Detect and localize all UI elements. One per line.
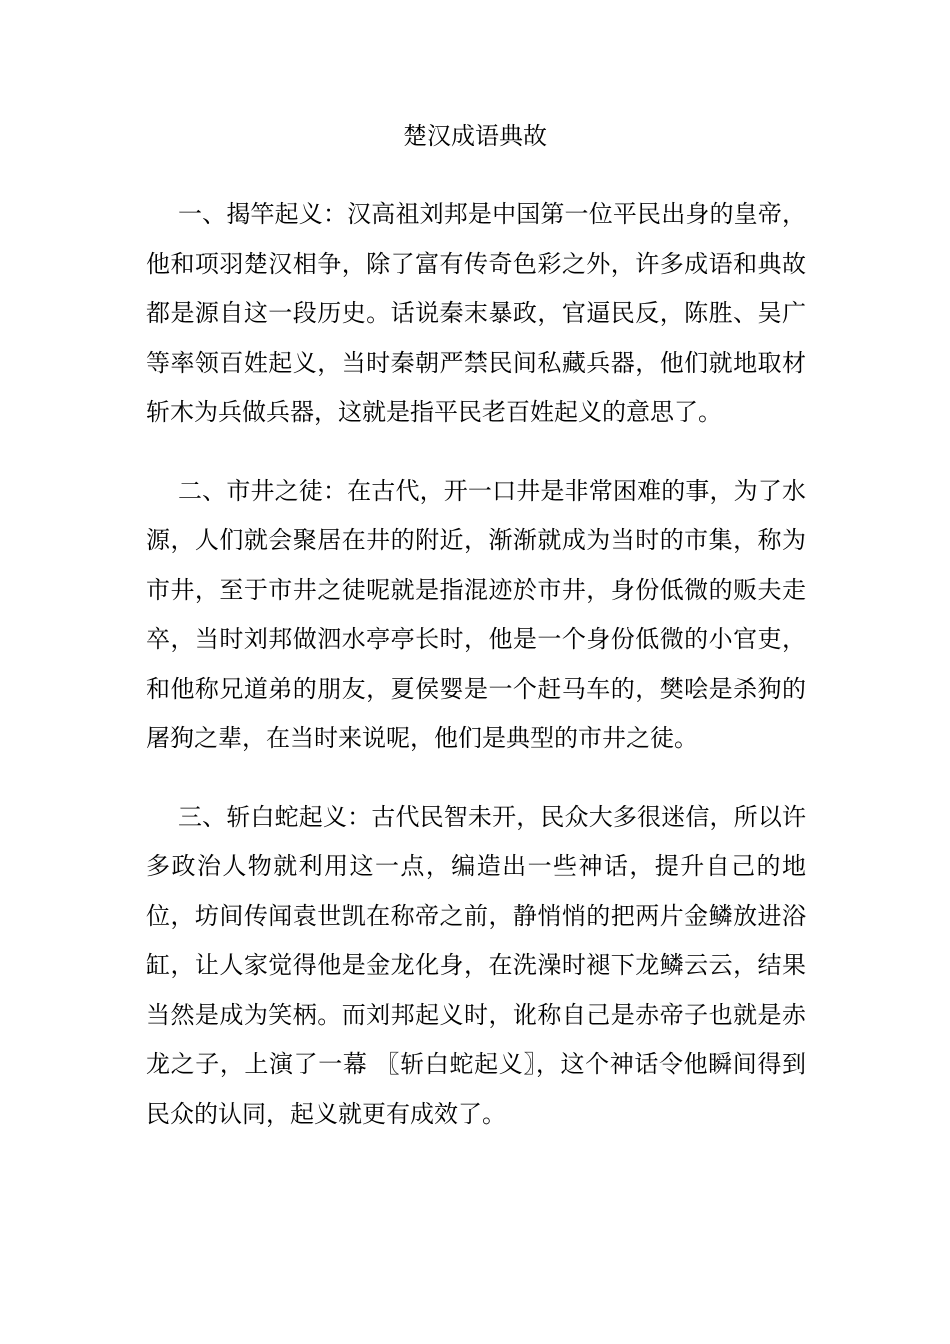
paragraph-1: 一、揭竿起义：汉高祖刘邦是中国第一位平民出身的皇帝，他和项羽楚汉相争，除了富有传奇色彩之外，许多成语和典故都是源自这一段历史。话说秦末暴政，官逼民反，陈胜、吴广等率领百姓起义，当时秦朝严禁民间私藏兵器，他们就地取材斩木为兵做兵器，这就是指平民老百姓起义的意思了。: [146, 200, 806, 426]
document-title: 楚汉成语典故: [403, 122, 547, 150]
paragraph-3: 三、斩白蛇起义：古代民智未开，民众大多很迷信，所以许多政治人物就利用这一点，编造出一些神话，提升自己的地位，坊间传闻袁世凯在称帝之前，静悄悄的把两片金鳞放进浴缸，让人家觉得他是金龙化身，在洗澡时褪下龙鳞云云，结果当然是成为笑柄。而刘邦起义时，讹称自己是赤帝子也就是赤龙之子，上演了一幕 〖斩白蛇起义〗，这个神话令他瞬间得到民众的认同，起义就更有成效了。: [146, 802, 806, 1128]
paragraph-2: 二、市井之徒：在古代，开一口井是非常困难的事，为了水源，人们就会聚居在井的附近，渐渐就成为当时的市集，称为市井，至于市井之徒呢就是指混迹於市井，身份低微的贩夫走卒，当时刘邦做泗水亭亭长时，他是一个身份低微的小官吏，和他称兄道弟的朋友，夏侯婴是一个赶马车的，樊哙是杀狗的屠狗之辈，在当时来说呢，他们是典型的市井之徒。: [146, 476, 806, 752]
document-body: [146, 190, 806, 1168]
